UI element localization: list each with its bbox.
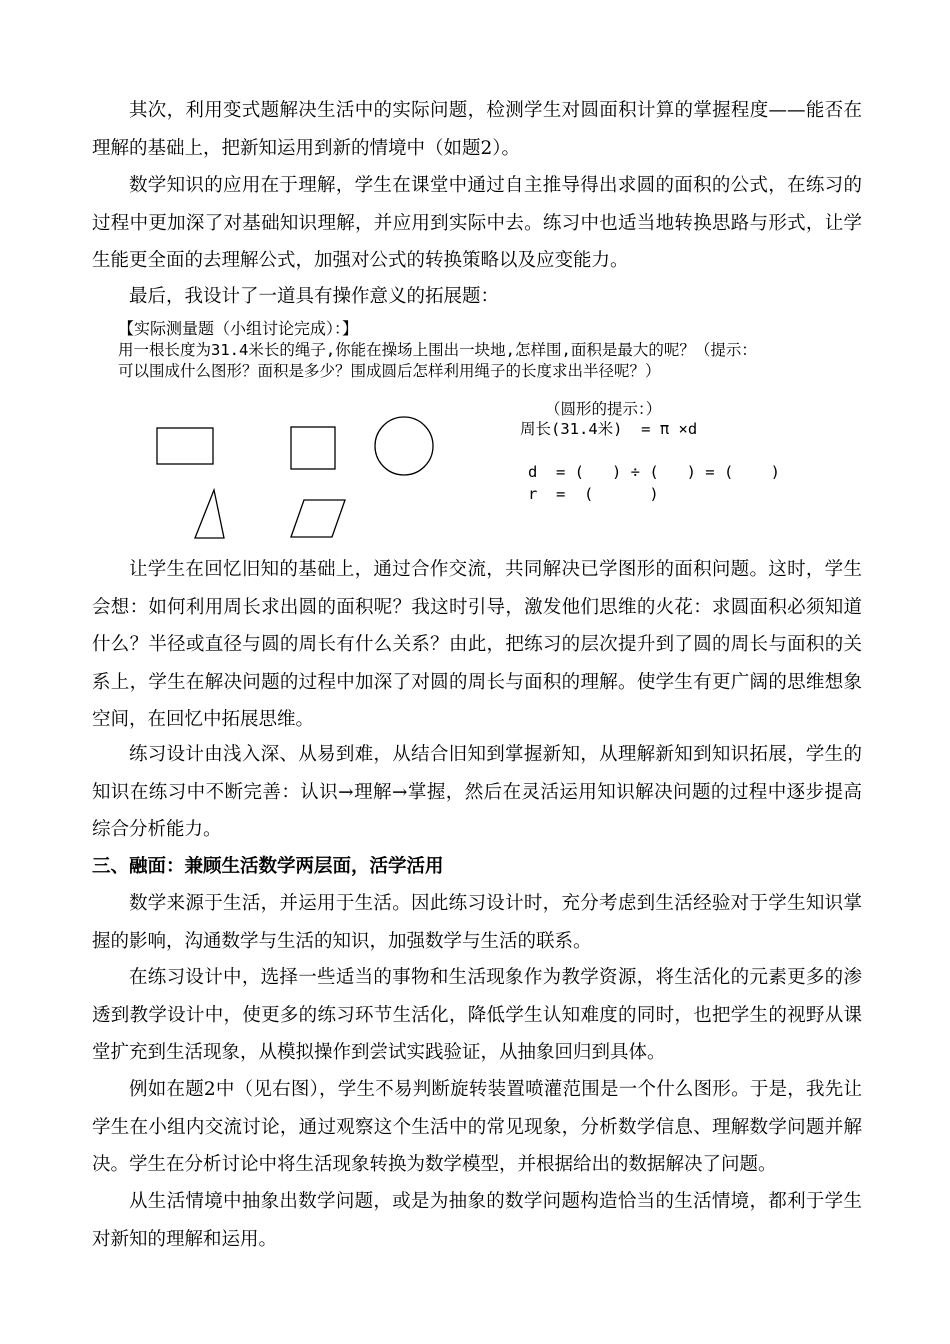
exercise-title: 【实际测量题（小组讨论完成）：】 — [118, 319, 359, 338]
section-heading: 三、融面：兼顾生活数学两层面，活学活用 — [92, 856, 444, 877]
shapes-figure — [0, 0, 950, 560]
paragraph-5: 练习设计由浅入深、从易到难，从结合旧知到掌握新知，从理解新知到知识拓展，学生的知识在练习中不断完善：认识→理解→掌握，然后在灵活运用知识解决问题的过程中逐步提高综合分析能力。 — [92, 744, 862, 840]
circle-shape — [375, 417, 433, 475]
paragraph-9: 从生活情境中抽象出数学问题，或是为抽象的数学问题构造恰当的生活情境，都利于学生对新知的理解和运用。 — [92, 1191, 862, 1250]
square-shape — [291, 427, 335, 469]
circle-hint-title: （圆形的提示：） — [545, 400, 662, 418]
paragraph-8: 例如在题2中（见右图），学生不易判断旋转装置喷灌范围是一个什么图形。于是，我先让学生在小组内交流讨论，通过观察这个生活中的常见现象，分析数学信息、理解数学问题并解决。学生在分析讨论中将生活现象转换为数学模型，并根据给出的数据解决了问题。 — [92, 1079, 862, 1175]
paragraph-3: 最后，我设计了一道具有操作意义的拓展题： — [129, 286, 500, 307]
paragraph-1: 其次，利用变式题解决生活中的实际问题，检测学生对圆面积计算的掌握程度——能否在理解的基础上，把新知运用到新的情境中（如题2）。 — [92, 100, 862, 159]
radius-formula: r = ( ) — [528, 485, 659, 503]
exercise-body: 用一根长度为31.4米长的绳子,你能在操场上围出一块地,怎样围,面积是最大的呢？（提示：可以围成什么图形？面积是多少？围成圆后怎样利用绳子的长度求出半径呢？） — [118, 341, 757, 380]
paragraph-7: 在练习设计中，选择一些适当的事物和生活现象作为教学资源，将生活化的元素更多的渗透到教学设计中，使更多的练习环节生活化，降低学生认知难度的同时，也把学生的视野从课堂扩充到生活现象，从模拟操作到尝试实践验证，从抽象回归到具体。 — [92, 967, 862, 1063]
paragraph-6: 数学来源于生活，并运用于生活。因此练习设计时，充分考虑到生活经验对于学生知识掌握的影响，沟通数学与生活的知识，加强数学与生活的联系。 — [92, 893, 862, 952]
triangle-shape — [195, 490, 224, 538]
paragraph-2: 数学知识的应用在于理解，学生在课堂中通过自主推导得出求圆的面积的公式，在练习的过程中更加深了对基础知识理解，并应用到实际中去。练习中也适当地转换思路与形式，让学生能更全面的去理解公式，加强对公式的转换策略以及应变能力。 — [92, 175, 862, 271]
circumference-formula: 周长(31.4米) = π ×d — [520, 420, 698, 438]
diameter-formula: d = ( ) ÷ ( ) = ( ) — [528, 463, 780, 481]
paragraph-4: 让学生在回忆旧知的基础上，通过合作交流，共同解决已学图形的面积问题。这时，学生会想：如何利用周长求出圆的面积呢？我这时引导，激发他们思维的火花：求圆面积必须知道什么？半径或直径与圆的周长有什么关系？由此，把练习的层次提升到了圆的周长与面积的关系上，学生在解决问题的过程中加深了对圆的周长与面积的理解。使学生有更广阔的思维想象空间，在回忆中拓展思维。 — [92, 559, 862, 730]
rectangle-shape — [157, 428, 213, 464]
parallelogram-shape — [291, 500, 345, 537]
